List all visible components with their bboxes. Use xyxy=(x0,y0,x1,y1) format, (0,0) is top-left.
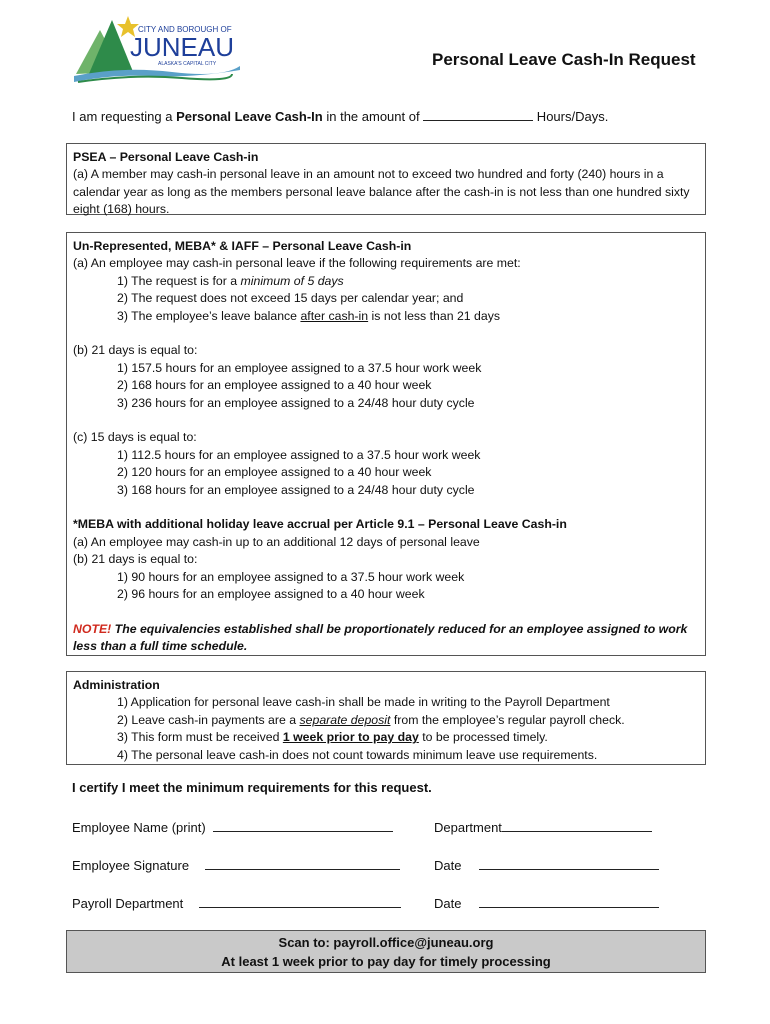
amount-blank[interactable] xyxy=(423,119,533,121)
meba-b2: 2) 96 hours for an employee assigned to a 40 hour week xyxy=(117,587,425,602)
payroll-department-row xyxy=(72,896,401,911)
employee-signature-input[interactable] xyxy=(205,868,400,870)
logo-name: JUNEAU xyxy=(130,32,235,62)
meba-a: (a) An employee may cash-in up to an additional 12 days of personal leave xyxy=(73,534,480,549)
admin-item3: 3) This form must be received 1 week prior to pay day to be processed timely. xyxy=(117,730,548,745)
employee-signature-label: Employee Signature xyxy=(72,858,190,873)
unrep-c1: 1) 112.5 hours for an employee assigned to a 37.5 hour work week xyxy=(117,447,481,462)
date2-row xyxy=(434,896,659,911)
meba-b: (b) 21 days is equal to: xyxy=(73,552,198,567)
unrep-a3: 3) The employee’s leave balance after cash-in is not less than 21 days xyxy=(117,308,501,323)
logo-line1: CITY AND BOROUGH OF xyxy=(138,25,232,34)
unrep-heading: Un-Represented, MEBA* & IAFF – Personal Leave Cash-in xyxy=(73,239,412,253)
unrep-c-intro: (c) 15 days is equal to: xyxy=(73,430,197,445)
payroll-department-input[interactable] xyxy=(199,906,401,908)
admin-heading: Administration xyxy=(73,678,160,692)
scan-line1: Scan to: payroll.office@juneau.org xyxy=(278,935,494,950)
employee-name-input[interactable] xyxy=(213,830,393,832)
note-label: NOTE! xyxy=(73,621,112,636)
certify-statement: I certify I meet the minimum requirements for this request. xyxy=(72,780,432,795)
scan-footer xyxy=(66,930,706,973)
note-text: The equivalencies established shall be proportionately reduced for an employee assigned to work less than a full time schedule. xyxy=(73,621,688,654)
unrep-c3: 3) 168 hours for an employee assigned to a 24/48 hour duty cycle xyxy=(117,482,475,497)
date2-input[interactable] xyxy=(479,906,659,908)
meba-b1: 1) 90 hours for an employee assigned to a 37.5 hour work week xyxy=(117,569,465,584)
unrep-c2: 2) 120 hours for an employee assigned to a 40 hour week xyxy=(117,465,432,480)
unrepresented-section xyxy=(66,232,706,656)
psea-text: (a) A member may cash-in personal leave in an amount not to exceed two hundred and forty (240) hours in a calendar year as long as the members personal leave balance after the cash-in is not less than one hundred sixty eight (168) hours. xyxy=(73,167,690,217)
logo-tagline: ALASKA'S CAPITAL CITY xyxy=(158,61,217,67)
unrep-b2: 2) 168 hours for an employee assigned to a 40 hour week xyxy=(117,378,432,393)
administration-section xyxy=(66,671,706,765)
request-bold: Personal Leave Cash-In xyxy=(176,109,323,124)
note xyxy=(73,621,699,656)
date1-label: Date xyxy=(434,858,462,873)
admin-item4: 4) The personal leave cash-in does not count towards minimum leave use requirements. xyxy=(117,747,598,762)
department-label: Department xyxy=(434,820,502,835)
department-row xyxy=(434,820,652,835)
admin-item2: 2) Leave cash-in payments are a separate deposit from the employee’s regular payroll check. xyxy=(117,712,625,727)
unrep-a2: 2) The request does not exceed 15 days per calendar year; and xyxy=(117,291,464,306)
scan-line2: At least 1 week prior to pay day for timely processing xyxy=(221,954,551,969)
payroll-department-label: Payroll Department xyxy=(72,896,184,911)
unrep-b3: 3) 236 hours for an employee assigned to a 24/48 hour duty cycle xyxy=(117,395,475,410)
unrep-b1: 1) 157.5 hours for an employee assigned to a 37.5 hour work week xyxy=(117,360,482,375)
admin-item1: 1) Application for personal leave cash-in shall be made in writing to the Payroll Department xyxy=(117,695,610,710)
employee-signature-row xyxy=(72,858,400,873)
date1-input[interactable] xyxy=(479,868,659,870)
unrep-b-intro: (b) 21 days is equal to: xyxy=(73,343,198,358)
department-input[interactable] xyxy=(502,830,652,832)
juneau-logo xyxy=(72,14,242,86)
unrep-a1: 1) The request is for a minimum of 5 days xyxy=(117,273,344,288)
meba-heading: *MEBA with additional holiday leave accrual per Article 9.1 – Personal Leave Cash-in xyxy=(73,517,567,532)
page-title: Personal Leave Cash-In Request xyxy=(432,50,696,69)
unrep-a-intro: (a) An employee may cash-in personal leave if the following requirements are met: xyxy=(73,256,521,271)
psea-section xyxy=(66,143,706,215)
psea-heading: PSEA – Personal Leave Cash-in xyxy=(73,150,259,164)
request-line: I am requesting a Personal Leave Cash-In in the amount of Hours/Days. xyxy=(72,109,609,124)
date1-row xyxy=(434,858,659,873)
employee-name-label: Employee Name (print) xyxy=(72,820,206,835)
employee-name-row xyxy=(72,820,393,835)
date2-label: Date xyxy=(434,896,462,911)
